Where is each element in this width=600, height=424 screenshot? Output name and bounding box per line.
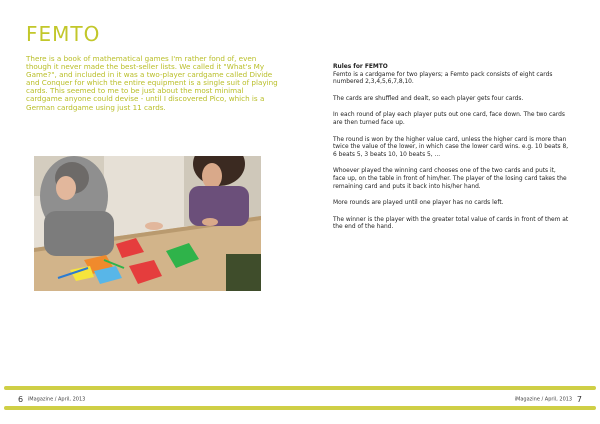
page-number-right: 7 [576,395,582,404]
rules-panel [333,64,569,241]
footer-right [515,395,582,404]
rules-paragraph: The winner is the player with the greater total value of cards in front of them at the end of the hand. [333,216,569,231]
rules-heading: Rules for FEMTO [333,64,388,70]
classroom-photo [34,156,261,291]
article-title: FEMTO [26,22,101,46]
footer-right-text: iMagazine / April, 2013 [514,396,573,403]
rules-paragraph: In each round of play each player puts out one card, face down. The two cards are then turned face up. [333,112,565,126]
rules-paragraph: The round is won by the higher value card, unless the higher card is more than twice the value of the lower, in which case the lower card wins. e.g. 10 beats 8, 6 beats 5, 3 beats 10, 10 beats 5, ... [333,136,569,158]
page-number-left: 6 [18,395,24,404]
article-intro: There is a book of mathematical games I'm rather fond of, even though it never made the best-seller lists. We called it "What's My Game?", and included in it was a two-player cardgame called Divide and Conquer for which the entire equipment is a single suit of playing cards. This seemed to me to be just about the most minimal cardgame anyone could devise - until I discovered Pico, which is a German cardgame using just 11 cards. [26,54,278,112]
rules-paragraph: Femto is a cardgame for two players; a Femto pack consists of eight cards numbered 2,3,4,5,6,7,8,10. [333,71,553,86]
rules-paragraph: The cards are shuffled and dealt, so each player gets four cards. [333,95,524,102]
footer-band-bottom [4,406,596,410]
rules-paragraph: More rounds are played until one player has no cards left. [333,200,504,207]
footer-band-top [4,386,596,390]
footer-left [18,395,85,404]
rules-paragraph: Whoever played the winning card chooses one of the two cards and puts it, face up, on the table in front of him/her. The player of the losing card takes the remaining card and puts it back into his/her hand. [333,168,567,190]
footer-left-text: iMagazine / April, 2013 [27,396,86,403]
classroom-photo-illustration [34,156,261,291]
